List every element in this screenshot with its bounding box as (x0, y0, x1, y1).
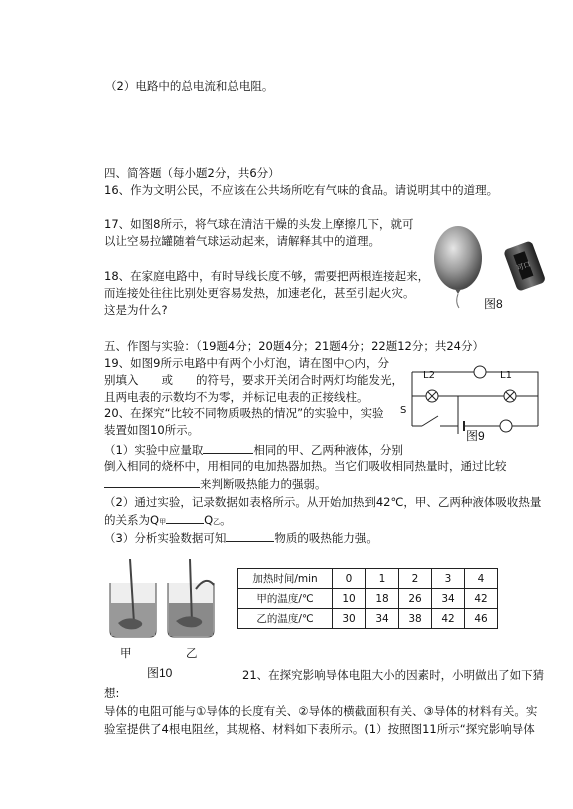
q21-line3: 导体的电阻可能与①导体的长度有关、②导体的横截面积有关、③导体的材料有关。实 (104, 704, 538, 718)
svg-text:可口: 可口 (515, 260, 532, 273)
q18-line2: 而连接处往往比别处更容易发热，加速老化，甚至引起火灾。 (104, 286, 415, 300)
table-cell: 10 (333, 589, 366, 609)
q17-line1: 17、如图8所示，将气球在清洁干燥的头发上摩擦几下，就可 (104, 217, 414, 231)
fig9-label-l1: L1 (500, 370, 512, 381)
answer-blank[interactable] (203, 442, 253, 454)
meter-circle (474, 366, 486, 378)
fig9-label-l2: L2 (423, 370, 435, 381)
heating-data-table (237, 568, 498, 629)
table-cell: 1 (366, 569, 399, 589)
lamp-l1 (504, 390, 516, 402)
q20-part3: （3）分析实验数据可知 物质的吸热能力强。 (104, 531, 378, 545)
q15-part2: （2）电路中的总电流和总电阻。 (105, 79, 274, 93)
table-row-label: 甲的温度/℃ (238, 589, 333, 609)
q20-part1-line2: 倒入相同的烧杯中，用相同的电加热器加热。当它们吸收相同热量时，通过比较 (104, 459, 507, 473)
q21-line2: 想: (104, 686, 120, 700)
q20-part2-line1: （2）通过实验，记录数据如表格所示。从开始加热到42℃，甲、乙两种液体吸收热量 (104, 495, 542, 509)
table-row (238, 609, 498, 629)
answer-blank[interactable] (104, 476, 200, 488)
section5-heading: 五、作图与实验：（19题4分；20题4分；21题4分；22题12分；共24分） (104, 339, 484, 353)
table-cell: 4 (465, 569, 498, 589)
table-cell: 34 (366, 609, 399, 629)
figure10-beakers-image (104, 553, 222, 643)
q19-line2: 别填入 或 的符号，要求开关闭合时两灯均能发光， (104, 373, 403, 387)
table-cell: 0 (333, 569, 366, 589)
table-header-cell: 加热时间/min (238, 569, 333, 589)
table-cell: 3 (432, 569, 465, 589)
q20-line1: 20、在探究“比较不同物质吸热的情况”的实验中，实验 (104, 406, 384, 420)
fig10-label-jia: 甲 (120, 646, 132, 660)
can-shape (503, 240, 546, 292)
beaker-right (168, 559, 214, 637)
q21-line1: 21、在探究影响导体电阻大小的因素时，小明做出了如下猜 (242, 668, 545, 682)
table-row-label: 乙的温度/℃ (238, 609, 333, 629)
figure8-caption: 图8 (484, 297, 503, 311)
q18-line1: 18、在家庭电路中，有时导线长度不够，需要把两根连接起来， (104, 269, 430, 283)
table-cell: 2 (399, 569, 432, 589)
meter-circle (500, 420, 512, 432)
table-cell: 42 (465, 589, 498, 609)
table-cell: 38 (399, 609, 432, 629)
table-cell: 42 (432, 609, 465, 629)
beaker-left (110, 559, 156, 637)
answer-blank[interactable] (166, 512, 204, 524)
table-cell: 34 (432, 589, 465, 609)
fig10-label-yi: 乙 (186, 646, 198, 660)
q20-part1-line3: 来判断吸热能力的强弱。 (104, 476, 327, 492)
table-cell: 30 (333, 609, 366, 629)
table-row (238, 569, 498, 589)
table-cell: 26 (399, 589, 432, 609)
q19-line3: 且两电表的示数均不为零，并标记电表的正接线柱。 (104, 390, 369, 404)
balloon-shape (434, 226, 482, 290)
q19-line1: 19、如图9所示电路中有两个小灯泡，请在图中○内，分 (104, 356, 389, 370)
q18-line3: 这是为什么? (104, 303, 168, 317)
q20-part2-line2: 的关系为Q甲 Q乙。 (104, 513, 232, 527)
table-cell: 18 (366, 589, 399, 609)
table-row (238, 589, 498, 609)
table-cell: 46 (465, 609, 498, 629)
q17-line2: 以让空易拉罐随着气球运动起来，请解释其中的道理。 (104, 234, 380, 248)
q20-part1-line1: （1）实验中应量取 相同的甲、乙两种液体，分别 (104, 443, 403, 457)
q16-text: 16、作为文明公民，不应该在公共场所吃有气味的食品。请说明其中的道理。 (104, 183, 499, 197)
lamp-l2 (426, 390, 438, 402)
fig9-label-switch: S (400, 405, 407, 416)
q21-line4: 验室提供了4根电阻丝，其规格、材料如下表所示。(1）按照图11所示“探究影响导体 (104, 722, 535, 736)
figure9-caption: 图9 (466, 429, 485, 443)
q20-line2: 装置如图10所示。 (104, 423, 200, 437)
section4-heading: 四、简答题（每小题2分，共6分） (104, 166, 280, 180)
figure10-caption: 图10 (147, 666, 173, 680)
answer-blank[interactable] (226, 530, 274, 542)
